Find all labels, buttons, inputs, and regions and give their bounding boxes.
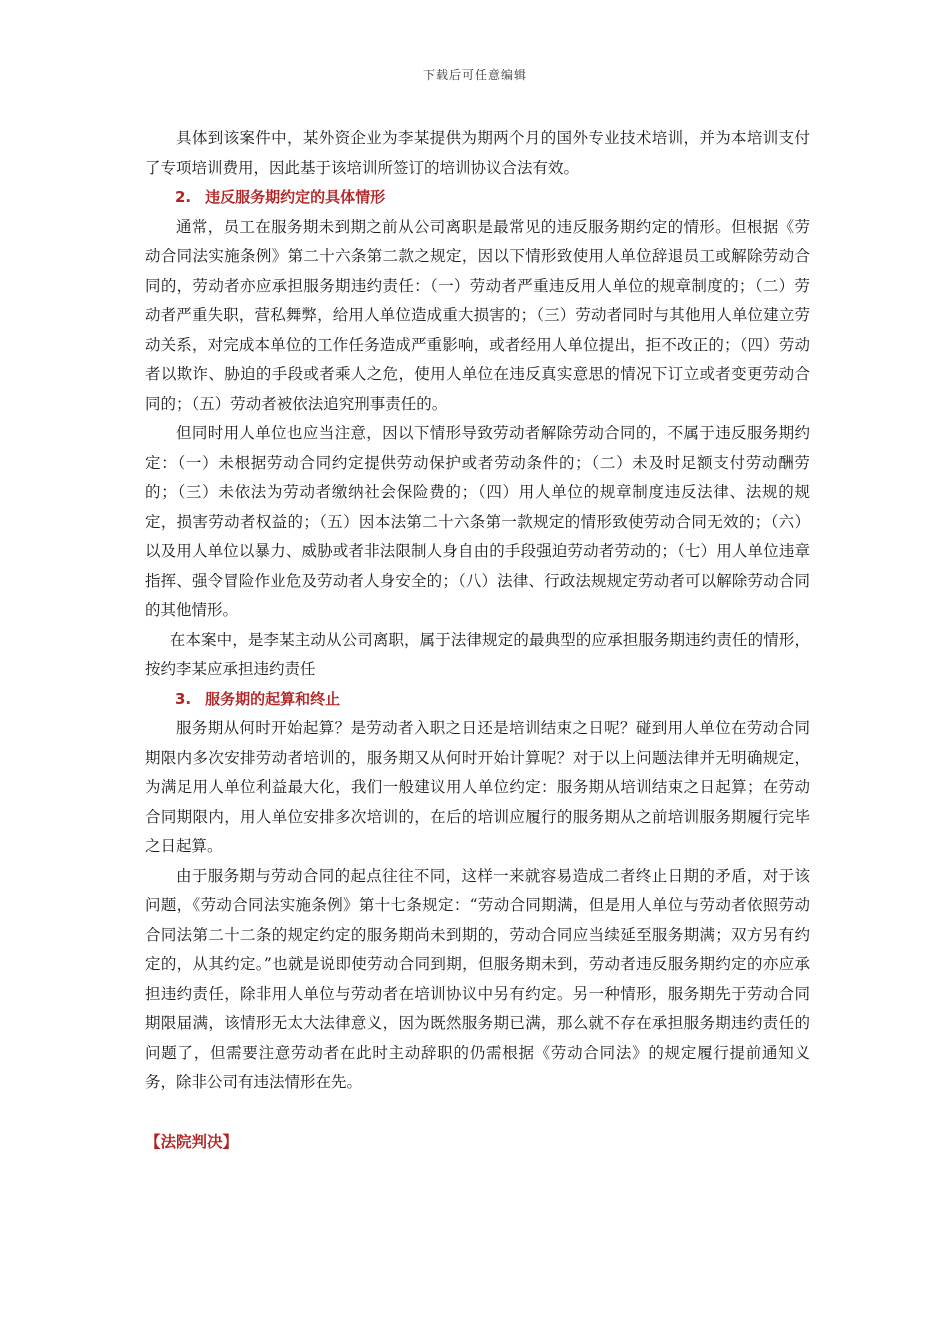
section-title: 违反服务期约定的具体情形 [205,188,386,206]
paragraph-case-detail: 具体到该案件中，某外资企业为李某提供为期两个月的国外专业技术培训，并为本培训支付了专项培训费用，因此基于该培训所签订的培训协议合法有效。 [145,129,810,177]
paragraph-service-start: 服务期从何时开始起算？是劳动者入职之日还是培训结束之日呢？碰到用人单位在劳动合同期限内多次安排劳动者培训的，服务期又从何时开始计算呢？对于以上问题法律并无明确规定，为满足用人单位利益最大化，我们一般建议用人单位约定：服务期从培训结束之日起算；在劳动合同期限内，用人单位安排多次培训的，在后的培训应履行的服务期从之前培训服务期履行完毕之日起算。 [145,719,810,855]
document-body [145,124,810,1157]
section-title: 服务期的起算和终止 [205,689,341,708]
paragraph-violation-situations: 通常，员工在服务期未到期之前从公司离职是最常见的违反服务期约定的情形。但根据《劳动合同法实施条例》第二十六条第二款之规定，因以下情形致使用人单位辞退员工或解除劳动合同的，劳动者亦应承担服务期违约责任：（一）劳动者严重违反用人单位的规章制度的；（二）劳动者严重失职，营私舞弊，给用人单位造成重大损害的；（三）劳动者同时与其他用人单位建立劳动关系，对完成本单位的工作任务造成严重影响，或者经用人单位提出，拒不改正的；（四）劳动者以欺诈、胁迫的手段或者乘人之危，使用人单位在违反真实意思的情况下订立或者变更劳动合同的；（五）劳动者被依法追究刑事责任的。 [145,217,810,413]
page-header: 下载后可任意编辑 [422,68,527,82]
paragraph-exceptions: 但同时用人单位也应当注意，因以下情形导致劳动者解除劳动合同的，不属于违反服务期约定：（一）未根据劳动合同约定提供劳动保护或者劳动条件的；（二）未及时足额支付劳动酬劳的；（三）未依法为劳动者缴纳社会保险费的；（四）用人单位的规章制度违反法律、法规的规定，损害劳动者权益的；（五）因本法第二十六条第一款规定的情形致使劳动合同无效的；（六）以及用人单位以暴力、威胁或者非法限制人身自由的手段强迫劳动者劳动的；（七）用人单位违章指挥、强令冒险作业危及劳动者人身安全的；（八）法律、行政法规规定劳动者可以解除劳动合同的其他情形。 [145,424,810,619]
section-number: 3. [175,689,192,708]
section-heading-2 [145,183,810,213]
paragraph-service-end: 由于服务期与劳动合同的起点往往不同，这样一来就容易造成二者终止日期的矛盾，对于该问题，《劳动合同法实施条例》第十七条规定：“劳动合同期满，但是用人单位与劳动者依照劳动合同法第二十二条的规定约定的服务期尚未到期的，劳动合同应当续延至服务期满；双方另有约定的，从其约定。”也就是说即使劳动合同到期，但服务期未到，劳动者违反服务期约定的亦应承担违约责任，除非用人单位与劳动者在培训协议中另有约定。另一种情形，服务期先于劳动合同期限届满，该情形无太大法律意义，因为既然服务期已满，那么就不存在承担服务期违约责任的问题了，但需要注意劳动者在此时主动辞职的仍需根据《劳动合同法》的规定履行提前通知义务，除非公司有违法情形在先。 [145,866,810,1091]
paragraph-case-conclusion: 在本案中，是李某主动从公司离职，属于法律规定的最典型的应承担服务期违约责任的情形，按约李某应承担违约责任 [145,630,810,678]
section-heading-3 [145,685,810,715]
section-number: 2. [175,188,192,206]
court-judgment-heading: 【法院判决】 [145,1132,239,1151]
